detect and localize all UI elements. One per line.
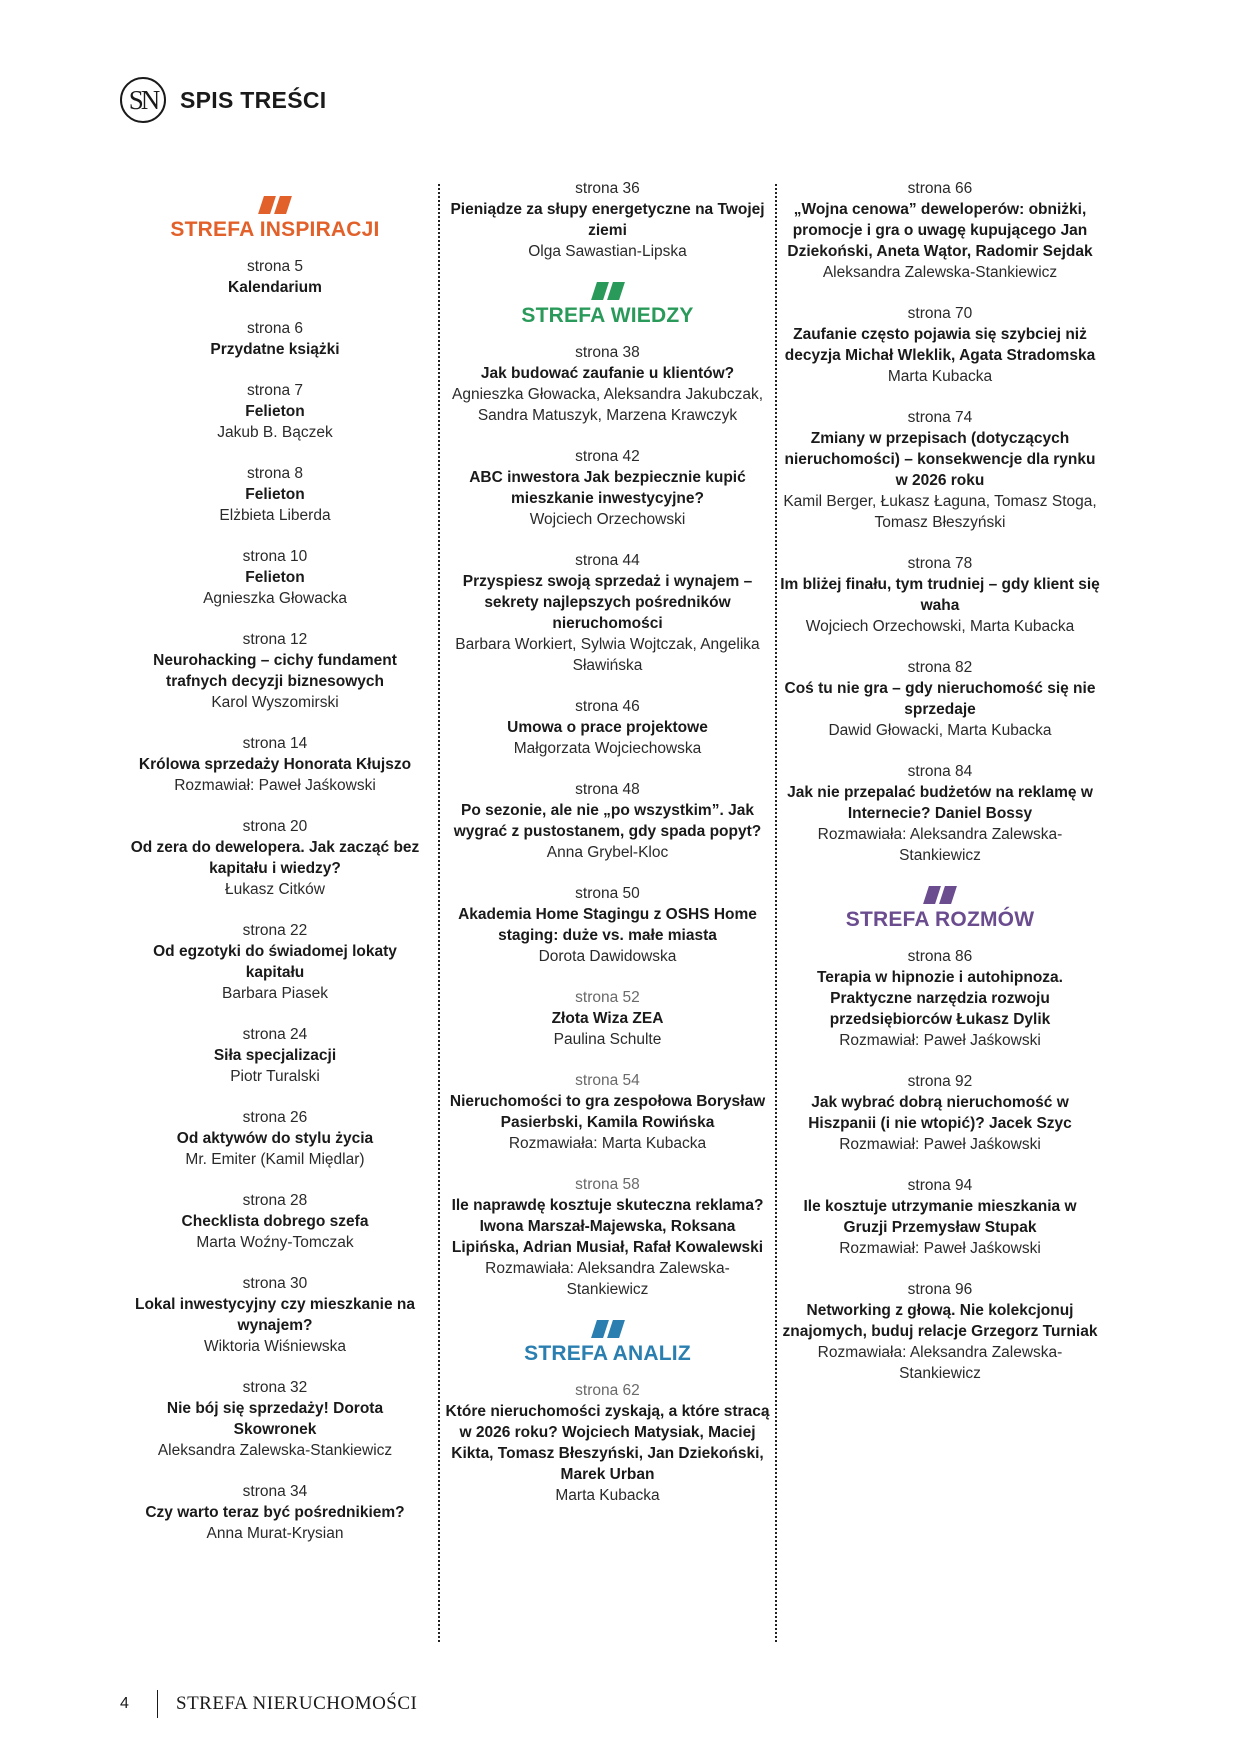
page-ref: strona 46 bbox=[575, 698, 640, 715]
toc-list bbox=[445, 342, 770, 1300]
article-author: Kamil Berger, Łukasz Łaguna, Tomasz Stoga, Tomasz Błeszyński bbox=[783, 493, 1097, 531]
article-title: Umowa o prace projektowe bbox=[507, 719, 708, 736]
toc-entry[interactable] bbox=[445, 342, 770, 426]
toc-list bbox=[445, 1380, 770, 1506]
article-title: Królowa sprzedaży Honorata Kłujszo bbox=[138, 756, 412, 773]
toc-entry[interactable] bbox=[130, 318, 420, 360]
page-ref: strona 84 bbox=[907, 763, 973, 780]
page-ref: strona 58 bbox=[575, 1176, 640, 1193]
article-author: Marta Kubacka bbox=[887, 368, 993, 385]
toc-entry[interactable] bbox=[130, 1273, 420, 1357]
toc-entry[interactable] bbox=[780, 1175, 1100, 1259]
page-ref: strona 52 bbox=[575, 989, 640, 1006]
toc-entry[interactable] bbox=[780, 407, 1100, 533]
article-title: Neurohacking – cichy fundament trafnych decyzji biznesowych bbox=[153, 652, 397, 690]
column-2 bbox=[445, 178, 770, 1526]
article-title: ABC inwestora Jak bezpiecznie kupić mieszkanie inwestycyjne? bbox=[469, 469, 746, 507]
section-title: STREFA INSPIRACJI bbox=[170, 218, 380, 241]
article-author: Barbara Piasek bbox=[222, 985, 328, 1002]
page-ref: strona 70 bbox=[907, 305, 973, 322]
column-3 bbox=[780, 178, 1100, 1404]
article-author: Jakub B. Bączek bbox=[217, 424, 333, 441]
page-ref: strona 34 bbox=[242, 1483, 308, 1500]
page-ref: strona 14 bbox=[242, 735, 308, 752]
page-ref: strona 32 bbox=[242, 1379, 308, 1396]
toc-entry[interactable] bbox=[130, 256, 420, 298]
article-author: Dawid Głowacki, Marta Kubacka bbox=[828, 722, 1052, 739]
page-ref: strona 30 bbox=[242, 1275, 308, 1292]
article-author: Karol Wyszomirski bbox=[211, 694, 339, 711]
article-title: Pieniądze za słupy energetyczne na Twojej ziemi bbox=[450, 201, 765, 239]
page-ref: strona 82 bbox=[907, 659, 973, 676]
toc-entry[interactable] bbox=[780, 553, 1100, 637]
page-ref: strona 5 bbox=[246, 258, 303, 275]
quote-mark-icon bbox=[591, 282, 625, 300]
article-title: „Wojna cenowa” deweloperów: obniżki, promocje i gra o uwagę kupującego Jan Dziekoński, Aneta Wątor, Radomir Sejdak bbox=[787, 201, 1093, 260]
toc-entry[interactable] bbox=[130, 546, 420, 609]
article-author: Anna Murat-Krysian bbox=[206, 1525, 344, 1542]
page-title: SPIS TREŚCI bbox=[180, 86, 327, 113]
article-title: Złota Wiza ZEA bbox=[551, 1010, 664, 1027]
toc-entry[interactable] bbox=[130, 733, 420, 796]
article-author: Rozmawiał: Paweł Jaśkowski bbox=[839, 1136, 1041, 1153]
toc-entry[interactable] bbox=[130, 1107, 420, 1170]
column-divider bbox=[438, 184, 440, 1642]
page-ref: strona 42 bbox=[575, 448, 640, 465]
toc-entry[interactable] bbox=[445, 178, 770, 262]
article-title: Siła specjalizacji bbox=[213, 1047, 337, 1064]
toc-entry[interactable] bbox=[445, 1380, 770, 1506]
toc-entry[interactable] bbox=[780, 657, 1100, 741]
article-author: Aleksandra Zalewska-Stankiewicz bbox=[822, 264, 1058, 281]
page-header bbox=[120, 73, 326, 127]
article-title: Nie bój się sprzedaży! Dorota Skowronek bbox=[166, 1400, 384, 1438]
article-title: Jak budować zaufanie u klientów? bbox=[480, 365, 735, 382]
page-ref: strona 22 bbox=[242, 922, 308, 939]
toc-entry[interactable] bbox=[445, 1070, 770, 1154]
article-author: Łukasz Citków bbox=[225, 881, 325, 898]
toc-entry[interactable] bbox=[780, 946, 1100, 1051]
article-title: Akademia Home Stagingu z OSHS Home staging: duże vs. małe miasta bbox=[458, 906, 757, 944]
toc-entry[interactable] bbox=[780, 1279, 1100, 1384]
article-author: Elżbieta Liberda bbox=[219, 507, 331, 524]
toc-list bbox=[780, 946, 1100, 1384]
page-ref: strona 78 bbox=[907, 555, 973, 572]
article-title: Od egzotyki do świadomej lokaty kapitału bbox=[153, 943, 397, 981]
article-title: Przydatne książki bbox=[210, 341, 340, 358]
toc-list bbox=[130, 256, 420, 1544]
article-author: Wojciech Orzechowski, Marta Kubacka bbox=[805, 618, 1075, 635]
article-title: Kalendarium bbox=[228, 279, 322, 296]
toc-entry[interactable] bbox=[130, 1481, 420, 1544]
article-title: Felieton bbox=[245, 486, 305, 503]
toc-entry[interactable] bbox=[130, 1024, 420, 1087]
page-ref: strona 24 bbox=[242, 1026, 308, 1043]
article-author: Piotr Turalski bbox=[230, 1068, 320, 1085]
article-title: Networking z głową. Nie kolekcjonuj znajomych, buduj relacje Grzegorz Turniak bbox=[782, 1302, 1098, 1340]
page-number: 4 bbox=[120, 1695, 129, 1712]
page-ref: strona 12 bbox=[242, 631, 308, 648]
article-title: Od zera do dewelopera. Jak zacząć bez kapitału i wiedzy? bbox=[130, 839, 420, 877]
toc-entry[interactable] bbox=[445, 550, 770, 676]
article-author: Agnieszka Głowacka, Aleksandra Jakubczak, Sandra Matuszyk, Marzena Krawczyk bbox=[451, 386, 764, 424]
section-header-inspiracji bbox=[130, 196, 420, 242]
toc-entry[interactable] bbox=[445, 1174, 770, 1300]
article-title: Nieruchomości to gra zespołowa Borysław Pasierbski, Kamila Rowińska bbox=[449, 1093, 766, 1131]
article-title: Przyspiesz swoją sprzedaż i wynajem – sekrety najlepszych pośredników nieruchomości bbox=[462, 573, 753, 632]
page-ref: strona 62 bbox=[575, 1382, 640, 1399]
article-author: Agnieszka Głowacka bbox=[203, 590, 347, 607]
article-title: Ile kosztuje utrzymanie mieszkania w Gruzji Przemysław Stupak bbox=[803, 1198, 1077, 1236]
section-header-analiz bbox=[445, 1320, 770, 1366]
page-ref: strona 44 bbox=[575, 552, 640, 569]
page-ref: strona 7 bbox=[246, 382, 303, 399]
toc-entry[interactable] bbox=[130, 920, 420, 1004]
article-author: Marta Woźny-Tomczak bbox=[196, 1234, 354, 1251]
page-ref: strona 96 bbox=[907, 1281, 973, 1298]
article-title: Po sezonie, ale nie „po wszystkim”. Jak wygrać z pustostanem, gdy spada popyt? bbox=[453, 802, 762, 840]
article-title: Czy warto teraz być pośrednikiem? bbox=[145, 1504, 405, 1521]
page-ref: strona 36 bbox=[575, 180, 640, 197]
article-author: Paulina Schulte bbox=[553, 1031, 662, 1048]
article-author: Rozmawiał: Paweł Jaśkowski bbox=[839, 1032, 1041, 1049]
toc-entry[interactable] bbox=[445, 446, 770, 530]
article-title: Checklista dobrego szefa bbox=[181, 1213, 369, 1230]
toc-entry[interactable] bbox=[130, 380, 420, 443]
column-divider bbox=[775, 184, 777, 1642]
section-header-wiedzy bbox=[445, 282, 770, 328]
toc-entry[interactable] bbox=[780, 178, 1100, 283]
section-header-rozmow bbox=[780, 886, 1100, 932]
page-ref: strona 6 bbox=[246, 320, 303, 337]
page-ref: strona 86 bbox=[907, 948, 973, 965]
page-ref: strona 26 bbox=[242, 1109, 308, 1126]
page-ref: strona 54 bbox=[575, 1072, 640, 1089]
toc-list bbox=[445, 178, 770, 262]
page-ref: strona 20 bbox=[242, 818, 308, 835]
article-author: Rozmawiał: Paweł Jaśkowski bbox=[174, 777, 376, 794]
page-footer bbox=[120, 1690, 417, 1718]
magazine-brand: STREFA NIERUCHOMOŚCI bbox=[176, 1693, 418, 1714]
page-ref: strona 10 bbox=[242, 548, 308, 565]
toc-entry[interactable] bbox=[130, 816, 420, 900]
toc-entry[interactable] bbox=[445, 987, 770, 1050]
column-1 bbox=[130, 196, 420, 1564]
quote-mark-icon bbox=[258, 196, 292, 214]
article-title: Zmiany w przepisach (dotyczących nieruchomości) – konsekwencje dla rynku w 2026 roku bbox=[784, 430, 1096, 489]
quote-mark-icon bbox=[923, 886, 957, 904]
page-ref: strona 38 bbox=[575, 344, 640, 361]
page-ref: strona 50 bbox=[575, 885, 640, 902]
page-ref: strona 66 bbox=[907, 180, 973, 197]
article-author: Małgorzata Wojciechowska bbox=[513, 740, 702, 757]
article-author: Olga Sawastian-Lipska bbox=[528, 243, 687, 260]
toc-entry[interactable] bbox=[130, 1377, 420, 1461]
article-author: Wiktoria Wiśniewska bbox=[203, 1338, 347, 1355]
article-author: Marta Kubacka bbox=[555, 1487, 660, 1504]
article-title: Im bliżej finału, tym trudniej – gdy klient się waha bbox=[780, 576, 1100, 614]
article-title: Terapia w hipnozie i autohipnoza. Praktyczne narzędzia rozwoju przedsiębiorców Łukasz Dylik bbox=[816, 969, 1063, 1028]
article-title: Coś tu nie gra – gdy nieruchomość się nie sprzedaje bbox=[784, 680, 1096, 718]
toc-entry[interactable] bbox=[130, 629, 420, 713]
article-title: Zaufanie często pojawia się szybciej niż decyzja Michał Wleklik, Agata Stradomska bbox=[784, 326, 1096, 364]
page-ref: strona 92 bbox=[907, 1073, 973, 1090]
article-title: Felieton bbox=[245, 403, 305, 420]
footer-separator bbox=[157, 1690, 158, 1718]
page-ref: strona 48 bbox=[575, 781, 640, 798]
article-author: Rozmawiała: Aleksandra Zalewska-Stankiewicz bbox=[817, 826, 1063, 864]
article-author: Aleksandra Zalewska-Stankiewicz bbox=[157, 1442, 393, 1459]
article-title: Ile naprawdę kosztuje skuteczna reklama? Iwona Marszał-Majewska, Roksana Lipińska, Adrian Musiał, Rafał Kowalewski bbox=[451, 1197, 764, 1256]
section-title: STREFA ROZMÓW bbox=[845, 908, 1035, 931]
article-title: Felieton bbox=[245, 569, 305, 586]
page-ref: strona 94 bbox=[907, 1177, 973, 1194]
toc-entry[interactable] bbox=[445, 779, 770, 863]
sn-logo: SN bbox=[120, 77, 166, 123]
article-author: Rozmawiał: Paweł Jaśkowski bbox=[839, 1240, 1041, 1257]
article-author: Rozmawiała: Aleksandra Zalewska-Stankiewicz bbox=[817, 1344, 1063, 1382]
quote-mark-icon bbox=[591, 1320, 625, 1338]
page-ref: strona 74 bbox=[907, 409, 973, 426]
toc-entry[interactable] bbox=[130, 463, 420, 526]
toc-entry[interactable] bbox=[445, 883, 770, 967]
article-author: Rozmawiała: Marta Kubacka bbox=[508, 1135, 707, 1152]
toc-list bbox=[780, 178, 1100, 866]
article-title: Lokal inwestycyjny czy mieszkanie na wynajem? bbox=[135, 1296, 415, 1334]
article-author: Dorota Dawidowska bbox=[538, 948, 677, 965]
article-title: Jak nie przepalać budżetów na reklamę w Internecie? Daniel Bossy bbox=[787, 784, 1093, 822]
toc-entry[interactable] bbox=[780, 1071, 1100, 1155]
toc-entry[interactable] bbox=[445, 696, 770, 759]
page-ref: strona 28 bbox=[242, 1192, 308, 1209]
article-title: Od aktywów do stylu życia bbox=[176, 1130, 374, 1147]
section-title: STREFA WIEDZY bbox=[521, 304, 694, 327]
article-author: Rozmawiała: Aleksandra Zalewska-Stankiewicz bbox=[485, 1260, 730, 1298]
article-title: Jak wybrać dobrą nieruchomość w Hiszpanii (i nie wtopić)? Jacek Szyc bbox=[808, 1094, 1072, 1132]
article-author: Wojciech Orzechowski bbox=[529, 511, 686, 528]
toc-entry[interactable] bbox=[130, 1190, 420, 1253]
article-author: Barbara Workiert, Sylwia Wojtczak, Angelika Sławińska bbox=[455, 636, 760, 674]
section-title: STREFA ANALIZ bbox=[524, 1342, 691, 1365]
article-author: Mr. Emiter (Kamil Międlar) bbox=[185, 1151, 365, 1168]
article-title: Które nieruchomości zyskają, a które stracą w 2026 roku? Wojciech Matysiak, Maciej Kikta, Tomasz Błeszyński, Jan Dziekoński, Marek Urban bbox=[445, 1403, 770, 1483]
article-author: Anna Grybel-Kloc bbox=[546, 844, 669, 861]
page-ref: strona 8 bbox=[246, 465, 303, 482]
toc-entry[interactable] bbox=[780, 303, 1100, 387]
toc-entry[interactable] bbox=[780, 761, 1100, 866]
